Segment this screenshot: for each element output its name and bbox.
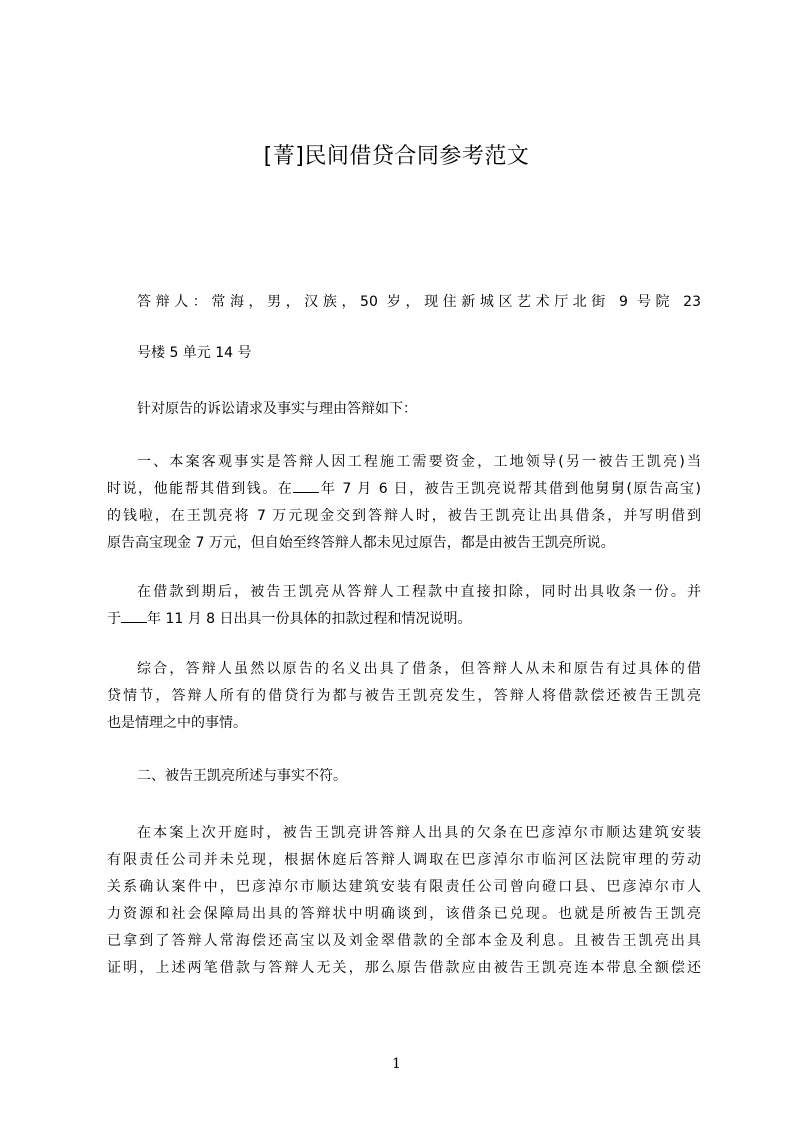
paragraph-intro <box>107 396 701 423</box>
text-segment: 时说，他能帮其借到钱。在 <box>107 481 294 497</box>
text-line: 在借款到期后，被告王凯亮从答辩人工程款中直接扣除，同时出具收条一份。并 <box>137 584 701 600</box>
date-blank <box>293 478 319 493</box>
text-line: 的钱啦，在王凯亮将 7 万元现金交到答辩人时，被告王凯亮让出具借条，并写明借到 <box>107 508 701 524</box>
paragraph-summary <box>107 656 701 737</box>
text-line: 答辩人：常海，男，汉族，50 岁，现住新城区艺术厅北街 9 号院 23 <box>137 294 701 310</box>
paragraph-repayment <box>107 579 701 633</box>
paragraph-section-two <box>107 763 701 790</box>
text-line: 号楼 5 单元 14 号 <box>137 345 252 361</box>
text-line: 力资源和社会保障局出具的答辩状中明确谈到，该借条已兑现。也就是所被告王凯亮 <box>107 906 701 922</box>
text-line: 在本案上次开庭时，被告王凯亮讲答辩人出具的欠条在巴彦淖尔市顺达建筑安装 <box>137 825 701 841</box>
text-line: 关系确认案件中，巴彦淖尔市顺达建筑安装有限责任公司曾向磴口县、巴彦淖尔市人 <box>107 879 701 895</box>
text-line <box>107 476 701 503</box>
text-line: 针对原告的诉讼请求及事实与理由答辩如下： <box>137 401 417 417</box>
text-segment: 于 <box>107 611 121 627</box>
text-segment: 年 11 月 8 日出具一份具体的扣款过程和情况说明。 <box>147 611 472 627</box>
paragraph-respondent-address <box>107 340 701 367</box>
text-line <box>107 606 701 633</box>
text-line: 原告高宝现金 7 万元，但自始至终答辩人都未见过原告，都是由被告王凯亮所说。 <box>107 535 615 551</box>
page-title: [菁]民间借贷合同参考范文 <box>263 144 530 169</box>
text-line: 证明，上述两笔借款与答辩人无关，那么原告借款应由被告王凯亮连本带息全额偿还 <box>107 960 701 976</box>
paragraph-previous-hearing <box>107 820 701 982</box>
text-line: 已拿到了答辩人常海偿还高宝以及刘金翠借款的全部本金及利息。且被告王凯亮出具 <box>107 933 701 949</box>
text-segment: 年 7 月 6 日，被告王凯亮说帮其借到他舅舅(原告高宝) <box>319 481 701 497</box>
page-number: 1 <box>392 1056 401 1072</box>
paragraph-respondent-info <box>107 289 701 316</box>
text-line: 二、被告王凯亮所述与事实不符。 <box>137 768 347 784</box>
text-line: 一、本案客观事实是答辩人因工程施工需要资金，工地领导(另一被告王凯亮)当 <box>137 454 701 470</box>
text-line: 贷情节，答辩人所有的借贷行为都与被告王凯亮发生，答辩人将借款偿还被告王凯亮 <box>107 688 701 704</box>
date-blank <box>121 608 147 623</box>
text-line: 有限责任公司并未兑现，根据休庭后答辩人调取在巴彦淖尔市临河区法院审理的劳动 <box>107 852 701 868</box>
paragraph-section-one <box>107 449 701 557</box>
text-line: 综合，答辩人虽然以原告的名义出具了借条，但答辩人从未和原告有过具体的借 <box>137 661 701 677</box>
text-line: 也是情理之中的事情。 <box>107 715 247 731</box>
